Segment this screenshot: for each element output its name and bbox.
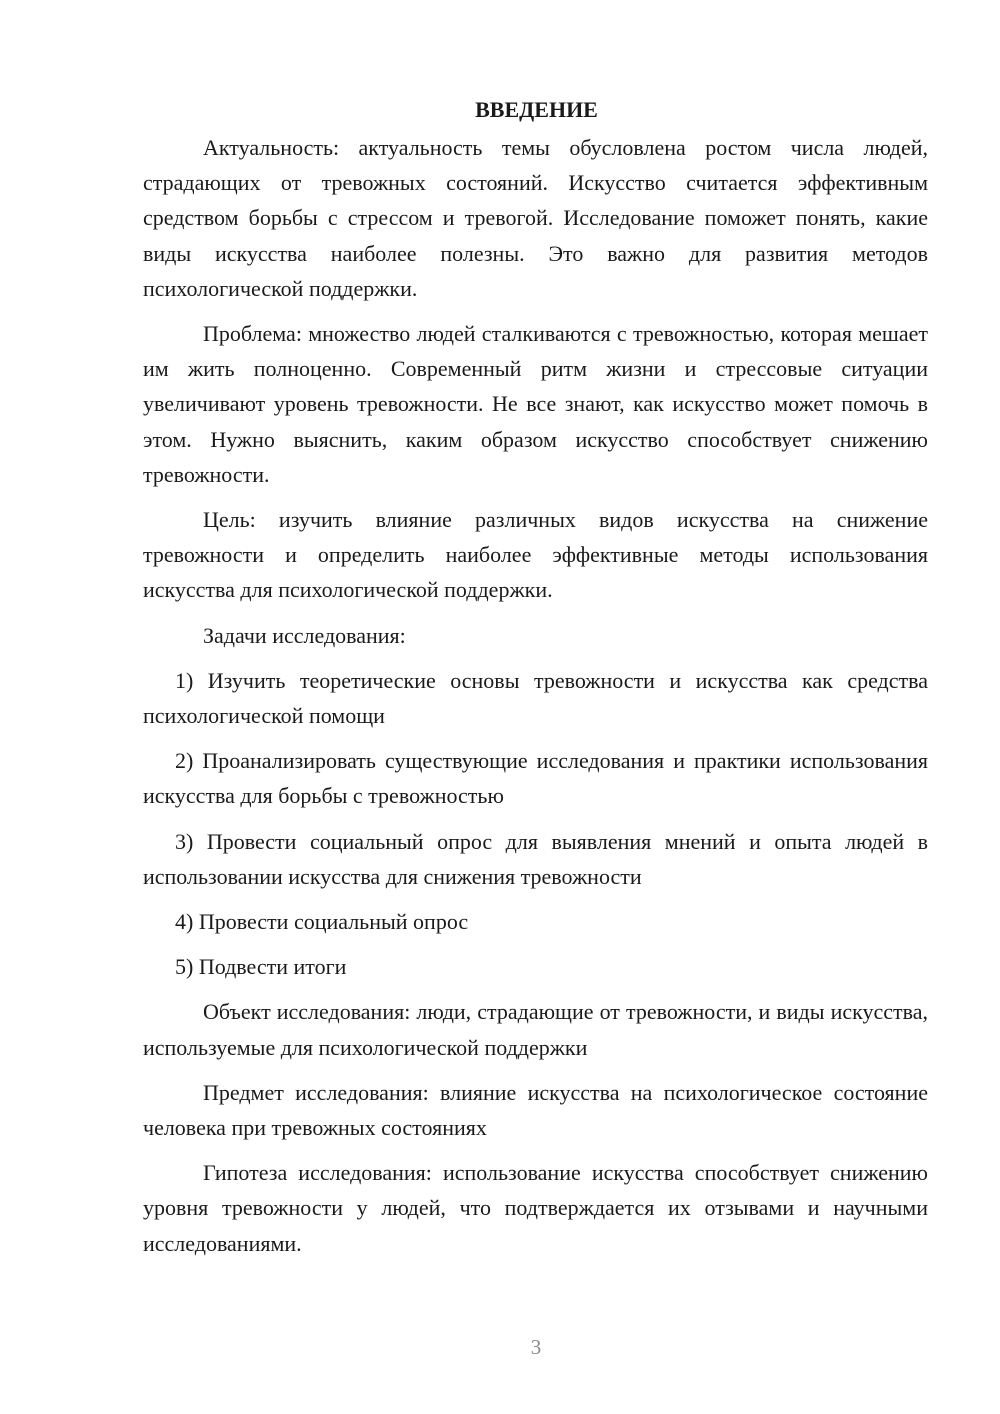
document-page: [143, 92, 928, 1271]
page-number: 3: [530, 1335, 542, 1359]
task-item-5: 5) Подвести итоги: [175, 954, 347, 980]
page-title: ВВЕДЕНИЕ: [475, 97, 598, 122]
task-item-3: 3) Провести социальный опрос для выявления мнений и опыта людей в использовании искусства для снижения тревожности: [143, 828, 928, 889]
hypothesis-paragraph: Гипотеза исследования: использование искусства способствует снижению уровня тревожности у людей, что подтверждается их отзывами и научными исследованиями.: [143, 1160, 928, 1256]
subject-paragraph: Предмет исследования: влияние искусства на психологическое состояние человека при тревожных состояниях: [143, 1079, 928, 1141]
relevance-paragraph: Актуальность: актуальность темы обусловлена ростом числа людей, страдающих от тревожных состояний. Искусство считается эффективным средством борьбы с стрессом и тревогой. Исследование поможет понять, какие виды искусства наиболее полезны. Это важно для развития методов психологической поддержки.: [143, 135, 928, 301]
task-item-1: 1) Изучить теоретические основы тревожности и искусства как средства психологической помощи: [143, 667, 928, 729]
goal-paragraph: Цель: изучить влияние различных видов искусства на снижение тревожности и определить наиболее эффективные методы использования искусства для психологической поддержки.: [143, 507, 928, 603]
task-item-4: 4) Провести социальный опрос: [175, 909, 469, 935]
tasks-label: Задачи исследования:: [203, 622, 406, 648]
problem-paragraph: Проблема: множество людей сталкиваются с тревожностью, которая мешает им жить полноценно. Современный ритм жизни и стрессовые ситуации увеличивают уровень тревожности. Не все знают, как искусство может помочь в этом. Нужно выяснить, каким образом искусство способствует снижению тревожности.: [143, 321, 928, 487]
object-paragraph: Объект исследования: люди, страдающие от тревожности, и виды искусства, используемые для психологической поддержки: [143, 999, 928, 1060]
task-item-2: 2) Проанализировать существующие исследования и практики использования искусства для борьбы с тревожностью: [143, 748, 928, 809]
